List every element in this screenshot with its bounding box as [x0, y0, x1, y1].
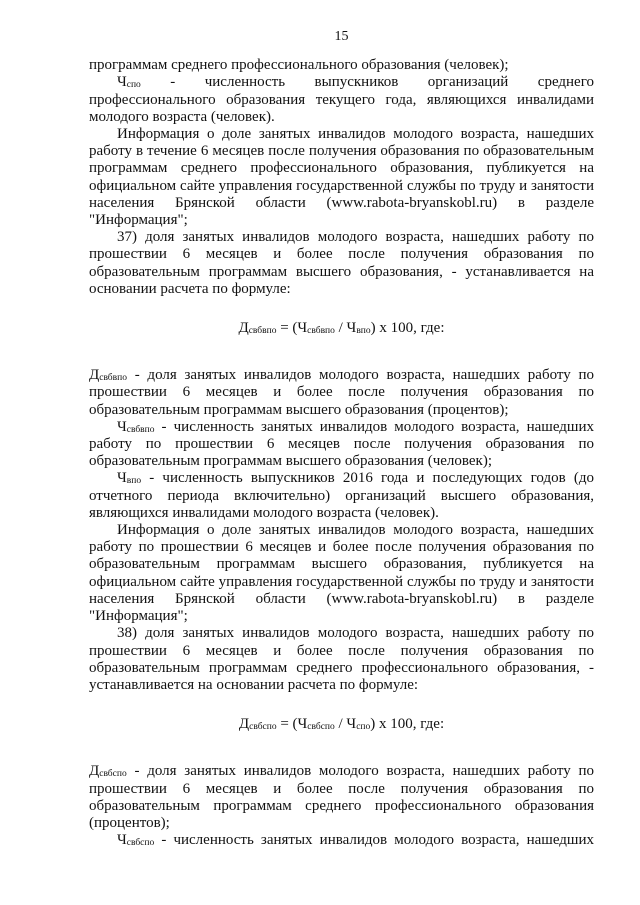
item-37: 37) доля занятых инвалидов молодого возраста, нашедших работу по прошествии 6 месяцев и более после получения образования по образовательным программам высшего образования, - устанавливается на основании расчета по формуле:: [89, 229, 594, 297]
formula-37: [89, 320, 594, 337]
symbol-subscript: свбвпо: [99, 373, 127, 384]
symbol: Ч: [117, 418, 127, 435]
formula-subscript: впо: [356, 326, 371, 337]
symbol-subscript: свбвпо: [126, 424, 155, 435]
formula-subscript: свбвпо: [307, 326, 335, 337]
symbol: Ч: [117, 832, 127, 849]
definition-ch-vpo: [89, 470, 594, 522]
definition-ch-spo: [89, 74, 594, 126]
definition-ch-svbvpo: [89, 419, 594, 471]
symbol: Д: [89, 367, 100, 384]
item-38: 38) доля занятых инвалидов молодого возраста, нашедших работу по прошествии 6 месяцев и более после получения образования по образовательным программам среднего профессионального образования, - устанавливается на основании расчета по формуле:: [89, 625, 594, 693]
definition-ch-svbspo: [89, 832, 594, 849]
info-paragraph-1: Информация о доле занятых инвалидов молодого возраста, нашедших работу в течение 6 месяцев после получения образования по образовательным программам среднего профессионального образования, публикуется на официальном сайте управления государственной службы по труду и занятости населения Брянской области (www.rabota-bryanskobl.ru) в разделе "Информация";: [89, 126, 594, 229]
symbol: Д: [89, 763, 100, 780]
formula-part: ) х 100, где:: [370, 716, 445, 733]
formula-38: [89, 716, 594, 733]
definition-text: - численность выпускников 2016 года и последующих годов (до отчетного периода включительно) организаций высшего образования, являющихся инвалидами молодого возраста (человек).: [89, 470, 594, 521]
symbol-subscript: свбспо: [99, 769, 127, 780]
formula-part: = (Ч: [276, 716, 308, 733]
page-number: 15: [334, 29, 349, 44]
definition-d-svbspo: [89, 763, 594, 832]
definition-text: - доля занятых инвалидов молодого возраста, нашедших работу по прошествии 6 месяцев и более после получения образования по образовательным программам среднего профессионального образования (процентов);: [89, 763, 594, 831]
formula-subscript: спо: [356, 722, 371, 733]
formula-part: Д: [238, 716, 250, 733]
symbol: Ч: [117, 74, 127, 91]
formula-subscript: свбспо: [249, 722, 277, 733]
formula-subscript: свбспо: [307, 722, 335, 733]
formula-part: = (Ч: [276, 320, 308, 337]
formula-subscript: свбвпо: [248, 326, 277, 337]
definition-text: - доля занятых инвалидов молодого возраста, нашедших работу по прошествии 6 месяцев и более после получения образования по образовательным программам высшего образования (процентов);: [89, 367, 594, 418]
symbol-subscript: впо: [126, 476, 142, 487]
symbol-subscript: спо: [126, 80, 141, 91]
formula-part: ) х 100, где:: [370, 320, 445, 337]
formula-part: / Ч: [334, 320, 357, 337]
definition-text: - численность занятых инвалидов молодого возраста, нашедших: [154, 832, 594, 849]
formula-part: Д: [238, 320, 249, 337]
info-paragraph-2: Информация о доле занятых инвалидов молодого возраста, нашедших работу по прошествии 6 месяцев и более после получения образования по образовательным программам высшего образования, публикуется на официальном сайте управления государственной службы по труду и занятости населения Брянской области (www.rabota-bryanskobl.ru) в разделе "Информация";: [89, 522, 594, 625]
paragraph-1: программам среднего профессионального образования (человек);: [89, 57, 509, 74]
formula-part: / Ч: [334, 716, 357, 733]
symbol-subscript: свбспо: [126, 838, 155, 849]
definition-text: - численность занятых инвалидов молодого возраста, нашедших работу по прошествии 6 месяцев после получения образования по образовательным программам высшего образования (человек);: [89, 418, 594, 470]
definition-text: - численность выпускников организаций среднего профессионального образования текущего года, являющихся инвалидами молодого возраста (человек).: [89, 74, 594, 125]
definition-d-svbvpo: [89, 367, 594, 419]
symbol: Ч: [117, 470, 127, 487]
